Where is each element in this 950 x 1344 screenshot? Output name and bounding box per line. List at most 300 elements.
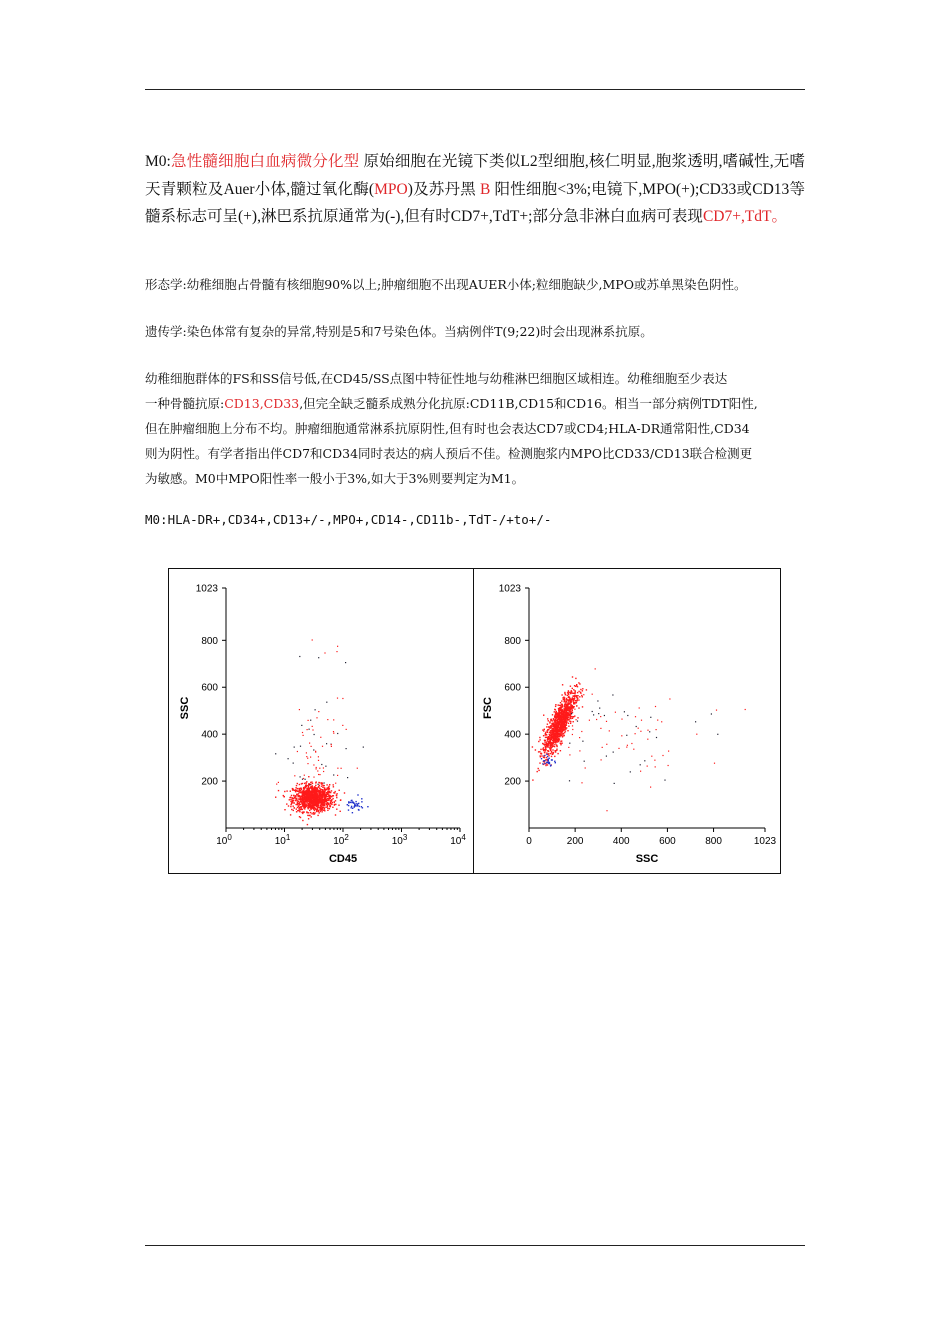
event-dot [325, 789, 326, 790]
event-dot [553, 752, 554, 753]
event-dot [330, 792, 331, 793]
event-dot [317, 791, 318, 792]
event-dot [577, 692, 578, 693]
event-dot-outlier [294, 775, 295, 776]
event-dot [542, 748, 543, 749]
event-dot [296, 799, 297, 800]
event-dot [334, 802, 335, 803]
event-dot [562, 684, 563, 685]
event-dot [303, 801, 304, 802]
event-dot-outlier [714, 763, 715, 764]
event-dot-outlier [316, 717, 317, 718]
event-dot-outlier [288, 758, 289, 759]
event-dot [308, 794, 309, 795]
event-dot-outlier [579, 750, 580, 751]
event-dot [575, 700, 576, 701]
event-dot [310, 806, 311, 807]
event-dot [326, 792, 327, 793]
event-dot [311, 795, 312, 796]
event-dot [555, 706, 556, 707]
event-dot-outlier [600, 716, 601, 717]
event-dot [311, 789, 312, 790]
event-dot [561, 719, 562, 720]
event-dot [350, 802, 351, 803]
event-dot [311, 813, 312, 814]
event-dot [538, 768, 539, 769]
event-dot [298, 791, 299, 792]
event-dot [348, 809, 349, 810]
event-dot-outlier [318, 756, 319, 757]
event-dot [325, 800, 326, 801]
event-dot [293, 798, 294, 799]
event-dot [564, 706, 565, 707]
event-dot [314, 812, 315, 813]
event-dot [545, 765, 546, 766]
event-dot-outlier [318, 760, 319, 761]
event-dot [567, 695, 568, 696]
event-dot [327, 793, 328, 794]
event-dot-outlier [598, 713, 599, 714]
event-dot-outlier [669, 698, 670, 699]
event-dot [563, 722, 564, 723]
event-dot [568, 723, 569, 724]
event-dot [310, 787, 311, 788]
event-dot-outlier [345, 662, 346, 663]
event-dot-outlier [569, 754, 570, 755]
event-dot [296, 811, 297, 812]
event-dot [554, 761, 555, 762]
event-dot [328, 787, 329, 788]
event-dot [352, 812, 353, 813]
event-dot [553, 719, 554, 720]
event-dot [308, 808, 309, 809]
event-dot [554, 726, 555, 727]
event-dot [552, 714, 553, 715]
event-dot [547, 764, 548, 765]
event-dot [575, 678, 576, 679]
event-dot-outlier [638, 728, 639, 729]
event-dot [546, 759, 547, 760]
event-dot [318, 797, 319, 798]
event-dot [305, 783, 306, 784]
event-dot [308, 818, 309, 819]
event-dot [304, 808, 305, 809]
event-dot [570, 686, 571, 687]
event-dot [299, 789, 300, 790]
event-dot-outlier [363, 747, 364, 748]
event-dot-outlier [647, 739, 648, 740]
event-dot-outlier [664, 780, 665, 781]
event-dot [290, 814, 291, 815]
event-dot [556, 711, 557, 712]
event-dot [577, 695, 578, 696]
event-dot-outlier [318, 657, 319, 658]
event-dot [313, 800, 314, 801]
event-dot [559, 715, 560, 716]
event-dot [305, 805, 306, 806]
event-dot-outlier [293, 763, 294, 764]
event-dot [550, 737, 551, 738]
event-dot [575, 691, 576, 692]
event-dot [295, 790, 296, 791]
event-dot [568, 713, 569, 714]
y-tick-label: 1023 [195, 583, 218, 595]
event-dot [334, 804, 335, 805]
event-dot-outlier [640, 764, 641, 765]
event-dot-outlier [606, 810, 607, 811]
event-dot [551, 759, 552, 760]
event-dot [570, 723, 571, 724]
event-dot-outlier [313, 749, 314, 750]
event-dot [562, 726, 563, 727]
paragraph-morphology: 形态学:幼稚细胞占骨髓有核细胞90%以上;肿瘤细胞不出现AUER小体;粒细胞缺少,MPO或苏单黑染色阴性。 [145, 277, 747, 292]
event-dot-outlier [584, 761, 585, 762]
event-dot [297, 807, 298, 808]
event-dot [297, 788, 298, 789]
event-dot [541, 753, 542, 754]
event-dot [558, 727, 559, 728]
event-dot [315, 790, 316, 791]
event-dot [327, 802, 328, 803]
event-dot-outlier [618, 748, 619, 749]
event-dot [539, 751, 540, 752]
event-dot [551, 751, 552, 752]
event-dot [554, 756, 555, 757]
event-dot [563, 716, 564, 717]
event-dot [300, 809, 301, 810]
event-dot [552, 742, 553, 743]
event-dot-outlier [312, 729, 313, 730]
event-dot [299, 801, 300, 802]
event-dot [320, 800, 321, 801]
event-dot [577, 717, 578, 718]
event-dot [578, 691, 579, 692]
event-dot [284, 791, 285, 792]
event-dot [548, 753, 549, 754]
event-dot [354, 806, 355, 807]
event-dot [566, 706, 567, 707]
event-dot [304, 807, 305, 808]
x-tick-label: $10^4$ [450, 833, 466, 847]
x-tick-label: 1023 [753, 836, 777, 847]
x-tick-label: 200 [566, 836, 584, 847]
event-dot [576, 695, 577, 696]
event-dot [576, 697, 577, 698]
event-dot [552, 740, 553, 741]
event-dot [302, 792, 303, 793]
event-dot [324, 803, 325, 804]
event-dot [573, 695, 574, 696]
event-dot-outlier [589, 720, 590, 721]
x-tick-label: $10^3$ [391, 833, 408, 847]
event-dot [566, 704, 567, 705]
event-dot [541, 755, 542, 756]
event-dot [339, 790, 340, 791]
event-dot [541, 758, 542, 759]
event-dot [284, 809, 285, 810]
event-dot [547, 746, 548, 747]
event-dot [557, 720, 558, 721]
event-dot [309, 796, 310, 797]
event-dot [543, 760, 544, 761]
event-dot [351, 807, 352, 808]
event-dot [550, 731, 551, 732]
event-dot [292, 800, 293, 801]
event-dot [289, 799, 290, 800]
event-dot [290, 797, 291, 798]
event-dot-outlier [661, 721, 662, 722]
event-dot [336, 793, 337, 794]
event-dot [568, 715, 569, 716]
event-dot-outlier [322, 746, 323, 747]
event-dot [544, 752, 545, 753]
event-dot [286, 803, 287, 804]
event-dot [565, 710, 566, 711]
event-dot [332, 802, 333, 803]
event-dot [295, 800, 296, 801]
event-dot-outlier [331, 746, 332, 747]
event-dot [300, 792, 301, 793]
event-dot [532, 779, 533, 780]
event-dot-outlier [324, 782, 325, 783]
event-dot [308, 783, 309, 784]
event-dot [309, 802, 310, 803]
event-dot [327, 788, 328, 789]
event-dot [560, 731, 561, 732]
event-dot-outlier [316, 767, 317, 768]
event-dot-outlier [308, 720, 309, 721]
event-dot-outlier [624, 711, 625, 712]
event-dot [319, 795, 320, 796]
event-dot [550, 745, 551, 746]
event-dot [568, 703, 569, 704]
event-dot [317, 793, 318, 794]
event-dot [551, 730, 552, 731]
top-rule [145, 89, 805, 90]
event-dot-outlier [613, 752, 614, 753]
event-dot [318, 800, 319, 801]
event-dot-outlier [346, 748, 347, 749]
event-dot [322, 803, 323, 804]
event-dot [324, 808, 325, 809]
event-dot [351, 800, 352, 801]
event-dot [557, 734, 558, 735]
event-dot [554, 720, 555, 721]
event-dot [566, 699, 567, 700]
event-dot [348, 801, 349, 802]
event-dot [566, 707, 567, 708]
event-dot [545, 750, 546, 751]
event-dot [321, 783, 322, 784]
event-dot-outlier [583, 694, 584, 695]
event-dot [570, 698, 571, 699]
event-dot [550, 733, 551, 734]
event-dot [563, 714, 564, 715]
event-dot-outlier [299, 709, 300, 710]
event-dot-outlier [335, 783, 336, 784]
event-dot [320, 796, 321, 797]
y-tick-label: 400 [201, 729, 218, 741]
event-dot [555, 742, 556, 743]
event-dot-outlier [592, 694, 593, 695]
event-dot-outlier [327, 719, 328, 720]
event-dot [319, 812, 320, 813]
event-dot [561, 700, 562, 701]
x-tick-exponent: 0 [227, 833, 232, 842]
event-dot [328, 799, 329, 800]
event-dot [548, 751, 549, 752]
event-dot [348, 805, 349, 806]
event-dot-outlier [303, 735, 304, 736]
event-dot [567, 717, 568, 718]
event-dot [304, 792, 305, 793]
event-dot [313, 792, 314, 793]
event-dot-outlier [333, 719, 334, 720]
event-dot [535, 749, 536, 750]
event-dot [560, 726, 561, 727]
event-dot-outlier [306, 756, 307, 757]
event-dot [564, 705, 565, 706]
event-dot [286, 790, 287, 791]
event-dot [306, 811, 307, 812]
x-tick-label: $10^1$ [274, 833, 291, 847]
event-dot [303, 811, 304, 812]
event-dot-outlier [337, 646, 338, 647]
event-dot [555, 730, 556, 731]
event-dot [314, 810, 315, 811]
event-dot-outlier [635, 716, 636, 717]
event-dot [582, 696, 583, 697]
event-dot [552, 720, 553, 721]
event-dot [299, 784, 300, 785]
event-dot-outlier [656, 729, 657, 730]
event-dot [304, 783, 305, 784]
event-dot [308, 776, 309, 777]
event-dot [347, 804, 348, 805]
event-dot [543, 715, 544, 716]
event-dot [565, 726, 566, 727]
event-dot [333, 784, 334, 785]
event-dot [312, 783, 313, 784]
event-dot [317, 794, 318, 795]
event-dot [544, 749, 545, 750]
event-dot [548, 755, 549, 756]
event-dot [320, 798, 321, 799]
event-dot [327, 806, 328, 807]
y-tick-label: 200 [504, 776, 521, 788]
event-dot [296, 808, 297, 809]
event-dot [329, 792, 330, 793]
event-dot [554, 744, 555, 745]
event-dot [550, 727, 551, 728]
event-dot [557, 725, 558, 726]
event-dot [562, 713, 563, 714]
event-dot [571, 707, 572, 708]
event-dot [310, 808, 311, 809]
event-dot [568, 726, 569, 727]
event-dot [565, 728, 566, 729]
event-dot [358, 809, 359, 810]
event-dot [313, 812, 314, 813]
event-dot-outlier [333, 733, 334, 734]
event-dot [563, 723, 564, 724]
event-dot [359, 806, 360, 807]
event-dot [554, 733, 555, 734]
x-tick-label: $10^2$ [333, 833, 349, 847]
event-dot [321, 811, 322, 812]
event-dot-outlier [599, 708, 600, 709]
event-dot [297, 794, 298, 795]
event-dot [309, 810, 310, 811]
event-dot [361, 801, 362, 802]
event-dot [565, 701, 566, 702]
event-dot [566, 717, 567, 718]
event-dot [335, 814, 336, 815]
event-dot [567, 720, 568, 721]
event-dot-outlier [568, 747, 569, 748]
event-dot [331, 790, 332, 791]
x-tick-label: 0 [526, 836, 532, 847]
event-dot [303, 793, 304, 794]
event-dot [329, 803, 330, 804]
event-dot [542, 763, 543, 764]
event-dot [559, 711, 560, 712]
event-dot [550, 765, 551, 766]
event-dot [560, 741, 561, 742]
event-dot [568, 692, 569, 693]
event-dot [322, 807, 323, 808]
event-dot-outlier [644, 760, 645, 761]
event-dot [555, 716, 556, 717]
event-dot [304, 791, 305, 792]
event-dot [558, 738, 559, 739]
event-dot-outlier [596, 719, 597, 720]
event-dot [569, 697, 570, 698]
event-dot [532, 746, 533, 747]
event-dot-outlier [633, 749, 634, 750]
event-dot [329, 798, 330, 799]
event-dot [547, 756, 548, 757]
event-dot-outlier [615, 712, 616, 713]
event-dot [556, 746, 557, 747]
event-dot [558, 708, 559, 709]
event-dot-outlier [577, 721, 578, 722]
event-dot [301, 812, 302, 813]
event-dot-outlier [311, 781, 312, 782]
event-dot [315, 794, 316, 795]
event-dot [548, 720, 549, 721]
event-dot [326, 784, 327, 785]
event-dot-outlier [326, 702, 327, 703]
event-dot [322, 789, 323, 790]
event-dot [315, 785, 316, 786]
event-dot [290, 806, 291, 807]
event-dot [315, 792, 316, 793]
event-dot [329, 784, 330, 785]
event-dot [547, 762, 548, 763]
event-dot-outlier [576, 705, 577, 706]
event-dot [357, 794, 358, 795]
event-dot-outlier [668, 751, 669, 752]
event-dot [297, 802, 298, 803]
event-dot [563, 699, 564, 700]
event-dot [308, 805, 309, 806]
event-dot [560, 725, 561, 726]
event-dot [327, 790, 328, 791]
event-dot [309, 798, 310, 799]
event-dot-outlier [650, 787, 651, 788]
event-dot [317, 798, 318, 799]
